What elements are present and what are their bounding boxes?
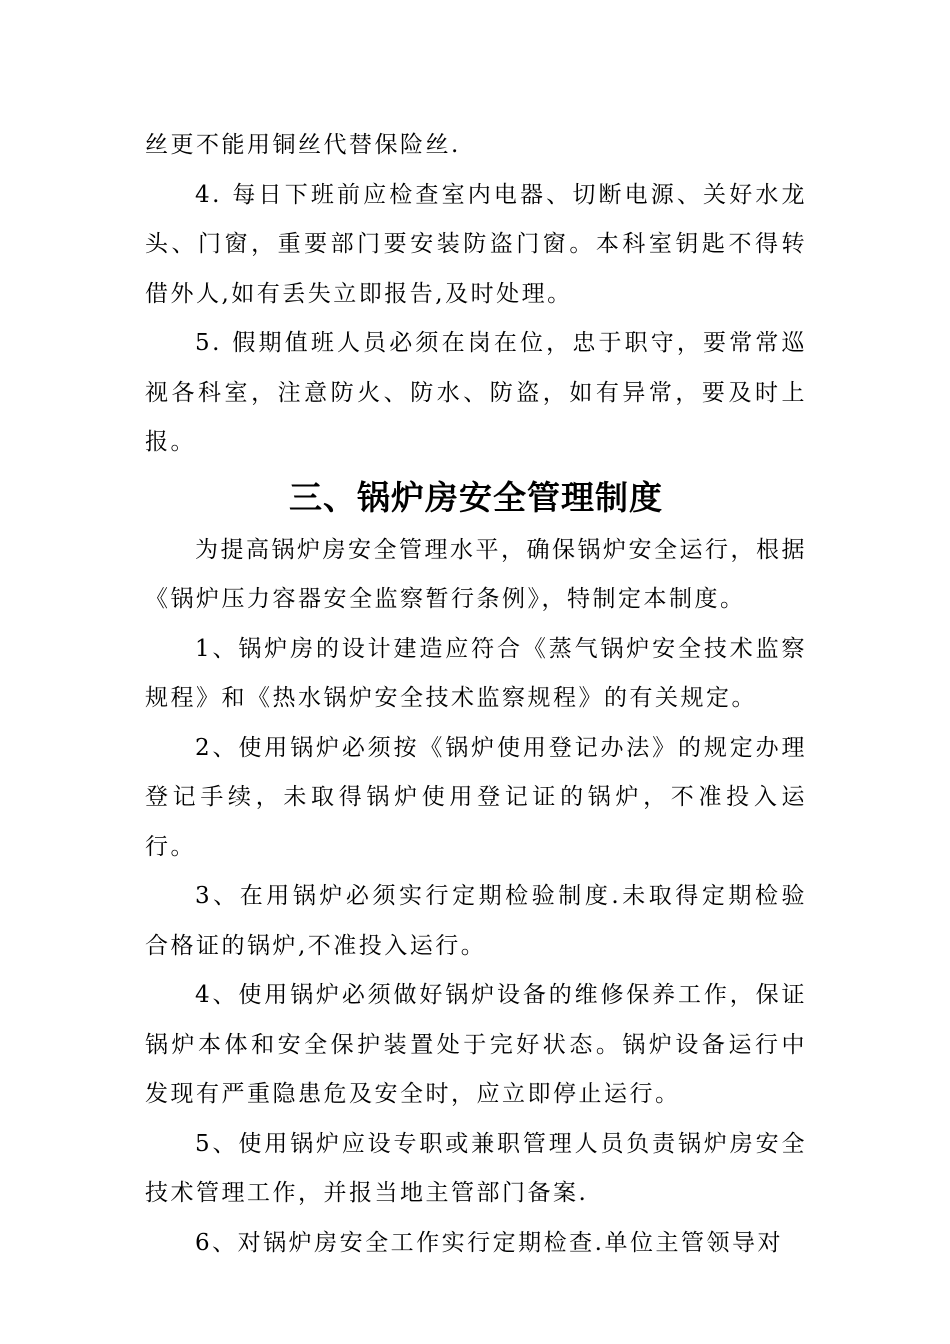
paragraph-continuation: 丝更不能用铜丝代替保险丝.	[145, 132, 461, 158]
paragraph-rule-3: 3、在用锅炉必须实行定期检验制度.未取得定期检验合格证的锅炉,不准投入运行。	[145, 883, 807, 959]
paragraph-item-4: 4. 每日下班前应检查室内电器、切断电源、关好水龙头、门窗，重要部门要安装防盗门窗。本科室钥匙不得转借外人,如有丢失立即报告,及时处理。	[145, 181, 807, 307]
section-title: 三、锅炉房安全管理制度	[289, 477, 663, 517]
paragraph-rule-5: 5、使用锅炉应设专职或兼职管理人员负责锅炉房安全技术管理工作，并报当地主管部门备案.	[145, 1130, 807, 1206]
paragraph-rule-1: 1、锅炉房的设计建造应符合《蒸气锅炉安全技术监察规程》和《热水锅炉安全技术监察规程》的有关规定。	[145, 635, 807, 711]
paragraph-rule-6: 6、对锅炉房安全工作实行定期检查.单位主管领导对	[195, 1229, 783, 1256]
document-page	[145, 121, 807, 1268]
paragraph-rule-2: 2、使用锅炉必须按《锅炉使用登记办法》的规定办理登记手续，未取得锅炉使用登记证的锅炉，不准投入运行。	[145, 734, 807, 860]
paragraph-intro: 为提高锅炉房安全管理水平，确保锅炉安全运行，根据《锅炉压力容器安全监察暂行条例》，特制定本制度。	[145, 536, 807, 612]
paragraph-rule-4: 4、使用锅炉必须做好锅炉设备的维修保养工作，保证锅炉本体和安全保护装置处于完好状态。锅炉设备运行中发现有严重隐患危及安全时，应立即停止运行。	[145, 982, 807, 1107]
paragraph-item-5: 5. 假期值班人员必须在岗在位，忠于职守，要常常巡视各科室，注意防火、防水、防盗，如有异常，要及时上报。	[145, 330, 807, 455]
